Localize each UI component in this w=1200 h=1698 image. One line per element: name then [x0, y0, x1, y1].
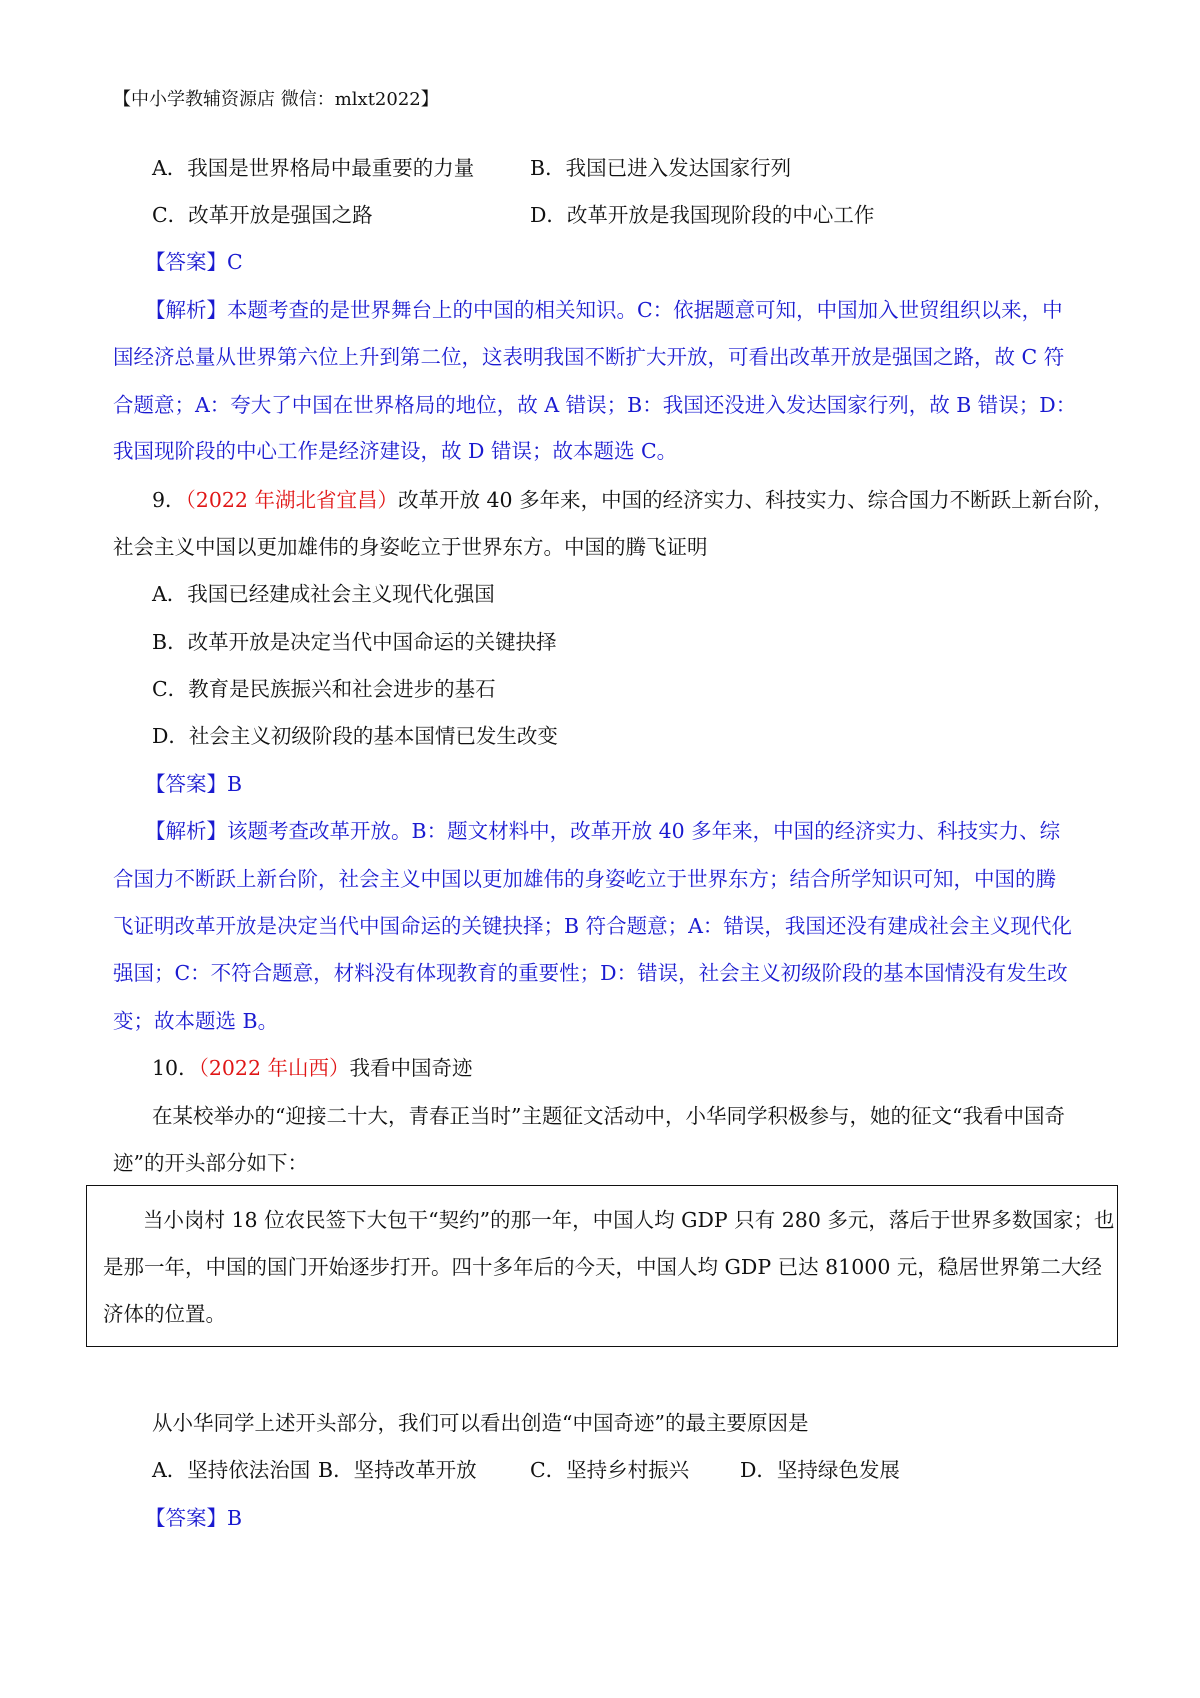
- q10-source: （2022 年山西）: [198, 1056, 350, 1080]
- q10-option-d: D．坚持绿色发展: [740, 1458, 900, 1482]
- q9-analysis-line-1: 【解析】该题考查改革开放。B：题文材料中，改革开放 40 多年来，中国的经济实力、科技实力、综: [145, 819, 1061, 843]
- q10-option-a: A．坚持依法治国: [152, 1458, 311, 1482]
- q10-box-line-3: 济体的位置。: [103, 1302, 226, 1326]
- q9-stem-line-2: 社会主义中国以更加雄伟的身姿屹立于世界东方。中国的腾飞证明: [113, 535, 708, 559]
- q9-answer: 【答案】B: [145, 772, 243, 796]
- q8-analysis-line-3: 合题意；A：夸大了中国在世界格局的地位，故 A 错误；B：我国还没进入发达国家行列，故 B 错误；D：: [113, 393, 1077, 417]
- q10-answer: 【答案】B: [145, 1506, 243, 1530]
- q9-stem-text: 改革开放 40 多年来，中国的经济实力、科技实力、综合国力不断跃上新台阶，: [397, 488, 1114, 512]
- q9-source: （2022 年湖北省宜昌）: [185, 488, 398, 512]
- q10-box-line-1: 当小岗村 18 位农民签下大包干“契约”的那一年，中国人均 GDP 只有 280 多元，落后于世界多数国家；也: [143, 1208, 1115, 1232]
- q9-stem-line-1: [152, 486, 1114, 514]
- q9-option-a: A．我国已经建成社会主义现代化强国: [152, 582, 495, 606]
- q10-title: 我看中国奇迹: [349, 1056, 473, 1080]
- q9-analysis-line-4: 强国；C：不符合题意，材料没有体现教育的重要性；D：错误，社会主义初级阶段的基本国情没有发生改: [113, 961, 1068, 985]
- q9-analysis-line-3: 飞证明改革开放是决定当代中国命运的关键抉择；B 符合题意；A：错误，我国还没有建成社会主义现代化: [113, 914, 1072, 938]
- q10-material-box: [86, 1185, 1118, 1347]
- q9-analysis-line-5: 变；故本题选 B。: [113, 1009, 279, 1033]
- q9-option-d: D．社会主义初级阶段的基本国情已发生改变: [152, 724, 558, 748]
- q8-option-c: C．改革开放是强国之路: [152, 203, 373, 227]
- q9-option-c: C．教育是民族振兴和社会进步的基石: [152, 677, 496, 701]
- q8-analysis-line-1: 【解析】本题考查的是世界舞台上的中国的相关知识。C：依据题意可知，中国加入世贸组织以来，中: [145, 298, 1063, 322]
- q8-analysis-line-4: 我国现阶段的中心工作是经济建设，故 D 错误；故本题选 C。: [113, 439, 678, 463]
- q9-option-b: B．改革开放是决定当代中国命运的关键抉择: [152, 630, 557, 654]
- q10-intro-line-2: 迹”的开头部分如下：: [113, 1151, 308, 1175]
- q10-option-c: C．坚持乡村振兴: [530, 1458, 690, 1482]
- q8-option-d: D．改革开放是我国现阶段的中心工作: [530, 203, 875, 227]
- q8-answer: 【答案】C: [145, 250, 243, 274]
- page-header: 【中小学教辅资源店 微信：mlxt2022】: [113, 89, 439, 110]
- q9-number: 9．: [152, 488, 186, 512]
- q10-question: 从小华同学上述开头部分，我们可以看出创造“中国奇迹”的最主要原因是: [152, 1411, 809, 1435]
- q10-number: 10．: [152, 1056, 199, 1080]
- q8-option-b: B．我国已进入发达国家行列: [530, 156, 792, 180]
- q10-intro-line-1: 在某校举办的“迎接二十大，青春正当时”主题征文活动中，小华同学积极参与，她的征文“我看中国奇: [152, 1104, 1065, 1128]
- q10-box-line-2: 是那一年，中国的国门开始逐步打开。四十多年后的今天，中国人均 GDP 已达 81000 元，稳居世界第二大经: [103, 1255, 1102, 1279]
- q10-stem: [152, 1054, 473, 1082]
- q10-option-b: B．坚持改革开放: [318, 1458, 477, 1482]
- q9-analysis-line-2: 合国力不断跃上新台阶，社会主义中国以更加雄伟的身姿屹立于世界东方；结合所学知识可知，中国的腾: [113, 867, 1056, 891]
- q8-analysis-line-2: 国经济总量从世界第六位上升到第二位，这表明我国不断扩大开放，可看出改革开放是强国之路，故 C 符: [113, 345, 1065, 369]
- q8-option-a: A．我国是世界格局中最重要的力量: [152, 156, 475, 180]
